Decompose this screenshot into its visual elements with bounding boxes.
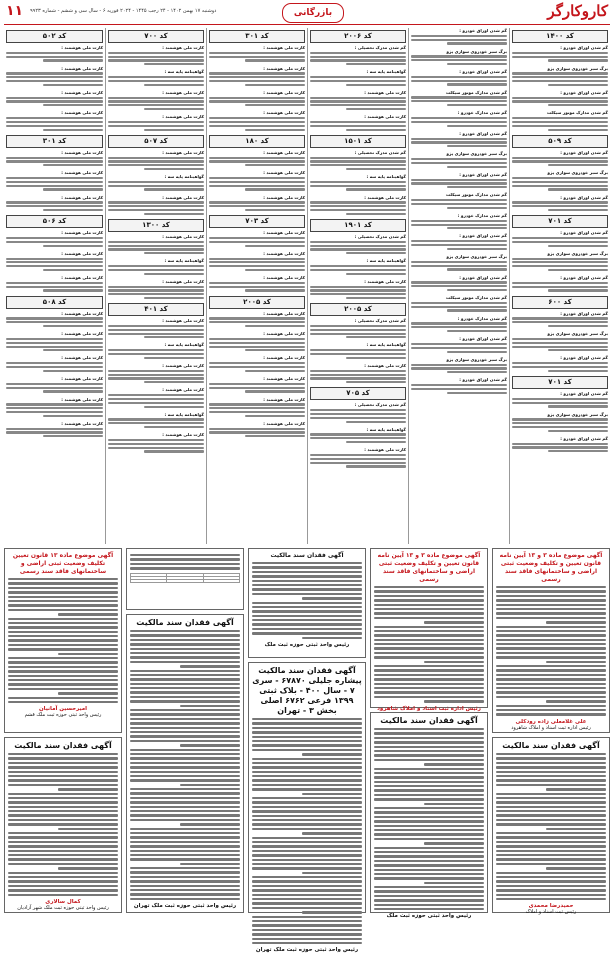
category-code: کد ۷۰۰ — [144, 32, 168, 40]
category-code: کد ۵۰۸ — [42, 297, 67, 306]
category-code: کد ۷۰۱ — [548, 217, 572, 226]
classified-entry — [6, 150, 103, 167]
category-code-box — [512, 135, 608, 148]
notice-a9 — [248, 662, 366, 953]
entry-title: کارت ملی هوشمند : — [61, 45, 103, 50]
entry-title: برگ سبز خودروی سواری پژو — [547, 411, 608, 417]
classified-entry — [411, 28, 507, 45]
entry-title: گم شدن اوراق خودرو : — [459, 274, 507, 280]
entry-title: کارت ملی هوشمند : — [364, 114, 406, 120]
entry-title: کارت ملی هوشمند : — [61, 355, 103, 361]
entry-title: کارت ملی هوشمند : — [61, 110, 103, 116]
entry-title: کارت ملی هوشمند : — [263, 45, 305, 50]
entry-title: گم شدن مدارک موتور سیکلت — [445, 295, 507, 301]
classified-entry — [108, 412, 204, 429]
notice-signature: کمال سالاری — [45, 898, 81, 905]
entry-title: گم شدن اوراق خودرو : — [560, 275, 608, 281]
notice-box-table — [126, 548, 244, 610]
classified-entry — [6, 421, 103, 438]
classified-entry — [108, 114, 204, 131]
entry-title: گم شدن اوراق خودرو : — [459, 28, 507, 33]
classified-entry — [209, 275, 305, 292]
notice-title: آگهی فقدان سند مالکیت — [380, 716, 478, 725]
classified-entry — [310, 150, 406, 170]
classified-entry — [411, 295, 507, 312]
classified-column — [105, 28, 206, 544]
newspaper-logo: کاروکارگر — [547, 2, 608, 20]
classified-entry — [512, 45, 608, 62]
entry-title: گم شدن مدرک تحصیلی : — [354, 45, 406, 50]
category-code-box — [108, 135, 204, 148]
classified-entry — [108, 45, 204, 65]
classified-entry — [108, 90, 204, 110]
entry-title: گم شدن اوراق خودرو : — [560, 355, 608, 361]
category-code-box — [512, 215, 608, 228]
entry-title: گم شدن اوراق خودرو : — [459, 130, 507, 136]
notice-signature-title: رئیس واحد ثبتی حوزه ثبت ملک قشم — [24, 712, 102, 719]
notice-title: آگهی فقدان سند مالکیت — [14, 741, 112, 750]
category-code: کد ۱۵۰۱ — [344, 136, 372, 145]
entry-title: کارت ملی هوشمند : — [61, 170, 103, 176]
entry-title: گواهینامه پایه سه : — [366, 258, 406, 264]
entry-title: کارت ملی هوشمند : — [61, 250, 103, 256]
entry-title: کارت ملی هوشمند : — [162, 45, 204, 50]
category-code-box — [6, 215, 103, 228]
entry-title: گواهینامه پایه سه : — [164, 342, 204, 348]
entry-title: کارت ملی هوشمند : — [263, 110, 305, 116]
classified-entry — [108, 234, 204, 254]
entry-title: کارت ملی هوشمند : — [162, 114, 204, 120]
notice-signature: رئیس واحد ثبتی حوزه ثبت ملک تهران — [255, 947, 359, 953]
entry-title: کارت ملی هوشمند : — [364, 278, 406, 284]
classified-entry — [310, 114, 406, 131]
entry-title: گم شدن مدرک تحصیلی : — [354, 233, 406, 239]
classified-entry — [209, 355, 305, 372]
classified-entry — [411, 357, 507, 374]
notice-title: آگهی موضوع ماده ۱۳ قانون تعیین تکلیف وضعیت ثبتی اراضی و ساختمانهای فاقد سند رسمی — [12, 552, 114, 575]
notice-signature-title: رئیس ثبت اسناد و املاک — [525, 909, 577, 916]
classified-entry — [411, 131, 507, 148]
classified-entry — [108, 387, 204, 407]
notice-a1 — [492, 548, 610, 733]
category-code: کد ۷۰۱ — [548, 378, 572, 387]
entry-title: کارت ملی هوشمند : — [61, 89, 103, 95]
entry-title: گم شدن اوراق خودرو : — [560, 435, 608, 441]
classified-entry — [512, 110, 608, 130]
category-code-box — [512, 296, 608, 309]
classified-entry — [6, 66, 103, 86]
notice-a5 — [370, 712, 488, 920]
entry-title: گواهینامه پایه سه : — [164, 69, 204, 75]
classified-entry — [512, 311, 608, 328]
classified-entry — [209, 66, 305, 86]
entry-title: کارت ملی هوشمند : — [162, 318, 204, 324]
classified-entry — [310, 45, 406, 65]
classified-entry — [209, 170, 305, 190]
classified-entry — [310, 402, 406, 422]
entry-title: برگ سبز خودروی سواری پژو — [547, 65, 608, 71]
entry-title: کارت ملی هوشمند : — [263, 149, 305, 155]
entry-title: کارت ملی هوشمند : — [61, 65, 103, 71]
classified-entry — [209, 230, 305, 247]
entry-title: گم شدن مدارک خودرو : — [457, 315, 507, 321]
classified-entry — [411, 213, 507, 230]
classified-entry — [108, 279, 204, 299]
category-code: کد ۵۰۲ — [42, 32, 67, 40]
entry-title: گم شدن مدارک خودرو : — [457, 212, 507, 218]
classified-entry — [411, 90, 507, 107]
entry-title: گم شدن مدارک موتور سیکلت — [445, 89, 507, 95]
entry-title: گم شدن مدرک تحصیلی : — [354, 149, 406, 155]
category-code: کد ۴۰۱ — [144, 305, 168, 314]
entry-title: کارت ملی هوشمند : — [61, 275, 103, 281]
category-code-box — [209, 135, 305, 148]
entry-title: کارت ملی هوشمند : — [61, 230, 103, 236]
category-code: کد ۷۰۳ — [245, 217, 269, 226]
entry-title: گم شدن اوراق خودرو : — [560, 194, 608, 200]
classified-entry — [310, 195, 406, 215]
entry-title: گم شدن مدارک خودرو : — [457, 110, 507, 116]
classified-entry — [6, 355, 103, 372]
classified-entry — [209, 331, 305, 351]
classified-entry — [209, 45, 305, 62]
notice-signature: حمیدرضا محمدی — [528, 903, 574, 910]
category-code-box — [310, 30, 406, 43]
notice-title: آگهی فقدان سند مالکیت پیشاره جلیلی ۶۷۸۷۰ - سری ۷ - سال ۴۰۰ - بلاک ثبتی ۱۳۹۹ فرعی ۶۷۶۲ اصلی بخش ۳ - تهران — [252, 666, 362, 715]
entry-title: کارت ملی هوشمند : — [263, 310, 305, 316]
category-code-box — [310, 219, 406, 232]
classified-entry — [108, 195, 204, 215]
entry-title: کارت ملی هوشمند : — [263, 420, 305, 426]
entry-title: کارت ملی هوشمند : — [61, 376, 103, 382]
classified-entry — [310, 363, 406, 383]
notice-table — [130, 573, 240, 583]
category-code: کد ۲۰۰۵ — [344, 305, 372, 314]
notice-title: آگهی فقدان سند مالکیت — [136, 618, 234, 627]
category-code: کد ۳۰۱ — [42, 136, 67, 145]
entry-title: کارت ملی هوشمند : — [263, 194, 305, 200]
notice-a7 — [4, 737, 122, 913]
classified-entry — [411, 49, 507, 66]
classified-entry — [411, 316, 507, 333]
classified-entry — [6, 311, 103, 328]
entry-title: کارت ملی هوشمند : — [61, 331, 103, 337]
entry-title: گم شدن اوراق خودرو : — [459, 69, 507, 75]
classified-entry — [512, 355, 608, 372]
classifieds-grid — [4, 28, 610, 544]
category-code-box — [6, 296, 103, 309]
classified-entry — [6, 376, 103, 393]
entry-title: برگ سبز خودروی سواری پژو — [446, 151, 507, 157]
entry-title: کارت ملی هوشمند : — [263, 355, 305, 361]
classified-entry — [209, 311, 305, 328]
entry-title: برگ سبز خودروی سواری پژو — [446, 254, 507, 260]
classified-entry — [411, 110, 507, 127]
category-code: کد ۵۰۷ — [144, 136, 168, 145]
entry-title: گواهینامه پایه سه : — [366, 174, 406, 180]
classified-entry — [512, 195, 608, 212]
entry-title: گم شدن اوراق خودرو : — [459, 171, 507, 177]
entry-title: کارت ملی هوشمند : — [364, 89, 406, 95]
notice-signature: علی غلامعلی زاده رودکلی — [515, 718, 587, 725]
classified-entry — [310, 174, 406, 191]
classified-entry — [411, 377, 507, 394]
entry-title: کارت ملی هوشمند : — [364, 447, 406, 453]
category-code-box — [512, 376, 608, 389]
entry-title: کارت ملی هوشمند : — [263, 250, 305, 256]
entry-title: برگ سبز خودروی سواری پژو — [547, 250, 608, 256]
classified-entry — [411, 254, 507, 271]
entry-title: گواهینامه پایه سه : — [164, 411, 204, 417]
classified-entry — [6, 45, 103, 62]
entry-title: برگ سبز خودروی سواری پژو — [446, 356, 507, 362]
classified-entry — [209, 397, 305, 417]
classified-entry — [310, 318, 406, 338]
entry-title: کارت ملی هوشمند : — [61, 420, 103, 426]
entry-title: کارت ملی هوشمند : — [263, 396, 305, 402]
entry-title: کارت ملی هوشمند : — [263, 89, 305, 95]
issue-date-line: دوشنبه ۱۷ بهمن ۱۴۰۲ - ۲۴ رجب ۱۴۴۵ - ۲۰۲۴ فوریه ۶ - سال سی و ششم - شماره ۹۹۲۳ — [30, 8, 217, 14]
entry-title: کارت ملی هوشمند : — [61, 149, 103, 155]
classified-entry — [310, 427, 406, 444]
classified-entry — [209, 421, 305, 438]
classified-entry — [512, 331, 608, 351]
category-code-box — [6, 135, 103, 148]
classified-entry — [209, 195, 305, 212]
classified-entry — [108, 318, 204, 338]
category-code-box — [108, 303, 204, 316]
classified-entry — [411, 172, 507, 189]
classified-entry — [512, 391, 608, 408]
entry-title: گواهینامه پایه سه : — [366, 69, 406, 75]
classified-entry — [6, 230, 103, 247]
entry-title: کارت ملی هوشمند : — [162, 233, 204, 239]
entry-title: گم شدن اوراق خودرو : — [560, 149, 608, 155]
entry-title: کارت ملی هوشمند : — [364, 363, 406, 369]
entry-title: برگ سبز خودروی سواری پژو — [446, 48, 507, 54]
classified-entry — [310, 447, 406, 467]
entry-title: گم شدن مدرک تحصیلی : — [354, 402, 406, 408]
classified-entry — [512, 66, 608, 86]
entry-title: گواهینامه پایه سه : — [164, 174, 204, 180]
entry-title: گم شدن اوراق خودرو : — [560, 310, 608, 316]
classified-entry — [209, 110, 305, 130]
classified-column — [206, 28, 307, 544]
classified-column — [509, 28, 610, 544]
category-code: کد ۱۹۰۱ — [344, 220, 372, 229]
entry-title: کارت ملی هوشمند : — [364, 194, 406, 200]
notice-signature: رئیس واحد ثبتی حوزه ثبت ملک تهران — [133, 903, 237, 910]
page-header — [4, 2, 610, 25]
classified-entry — [310, 90, 406, 110]
classified-entry — [108, 432, 204, 452]
classified-entry — [512, 251, 608, 271]
classified-entry — [209, 251, 305, 271]
category-code-box — [108, 219, 204, 232]
entry-title: کارت ملی هوشمند : — [263, 376, 305, 382]
entry-title: گم شدن اوراق خودرو : — [560, 230, 608, 236]
classified-entry — [6, 397, 103, 417]
entry-title: گم شدن اوراق خودرو : — [560, 45, 608, 50]
classified-entry — [209, 376, 305, 393]
entry-title: کارت ملی هوشمند : — [162, 149, 204, 155]
category-code: کد ۵۰۶ — [42, 217, 67, 226]
entry-title: کارت ملی هوشمند : — [162, 89, 204, 95]
entry-title: کارت ملی هوشمند : — [61, 310, 103, 316]
entry-title: گم شدن مدارک موتور سیکلت — [445, 192, 507, 198]
classified-entry — [209, 150, 305, 167]
entry-title: کارت ملی هوشمند : — [263, 275, 305, 281]
classified-entry — [411, 69, 507, 86]
classified-entry — [6, 331, 103, 351]
classified-entry — [512, 230, 608, 247]
classified-entry — [411, 192, 507, 209]
entry-title: کارت ملی هوشمند : — [263, 331, 305, 337]
category-code-box — [310, 387, 406, 400]
classified-column — [4, 28, 105, 544]
classified-entry — [310, 258, 406, 275]
notice-a4 — [492, 737, 610, 916]
entry-title: کارت ملی هوشمند : — [263, 170, 305, 176]
category-code: کد ۱۳۰۰ — [142, 220, 170, 229]
notice-signature-title: رئیس واحد ثبتی حوزه ثبت ملک شهر آزادیان — [17, 904, 109, 911]
classified-column — [408, 28, 509, 544]
category-code-box — [6, 30, 103, 43]
entry-title: گم شدن مدارک موتور سیکلت — [546, 110, 608, 116]
notice-signature-title: رئیس اداره ثبت اسناد و املاک شاهرود — [511, 724, 591, 731]
page-number: ۱۱ — [6, 3, 24, 19]
category-code: کد ۳۰۱ — [245, 32, 269, 40]
entry-title: کارت ملی هوشمند : — [162, 387, 204, 393]
notice-a6 — [4, 548, 122, 733]
entry-title: کارت ملی هوشمند : — [162, 278, 204, 284]
classified-entry — [310, 279, 406, 299]
classified-entry — [310, 69, 406, 86]
notice-signature: امیرحسین آمانیان — [38, 706, 88, 713]
classified-entry — [108, 363, 204, 383]
category-code: کد ۱۸۰ — [245, 136, 269, 145]
entry-title: کارت ملی هوشمند : — [263, 230, 305, 236]
classified-entry — [411, 233, 507, 250]
category-code-box — [310, 135, 406, 148]
entry-title: گم شدن اوراق خودرو : — [560, 89, 608, 95]
category-code-box — [512, 30, 608, 43]
entry-title: کارت ملی هوشمند : — [162, 194, 204, 200]
section-badge: بازرگانی — [282, 3, 344, 23]
entry-title: گم شدن اوراق خودرو : — [560, 391, 608, 397]
category-code-box — [310, 303, 406, 316]
category-code: کد ۱۴۰۰ — [546, 32, 574, 40]
classified-entry — [512, 150, 608, 167]
entry-title: گم شدن اوراق خودرو : — [459, 233, 507, 239]
classified-entry — [411, 151, 507, 168]
classified-entry — [512, 275, 608, 292]
classified-entry — [6, 90, 103, 107]
notice-title: آگهی فقدان سند مالکیت — [270, 552, 344, 559]
classified-entry — [6, 275, 103, 292]
notice-signature: رئیس واحد ثبتی حوزه ثبت ملک — [386, 913, 472, 920]
classified-entry — [6, 110, 103, 130]
entry-title: گواهینامه پایه سه : — [366, 426, 406, 432]
entry-title: گم شدن اوراق خودرو : — [459, 336, 507, 342]
entry-title: گواهینامه پایه سه : — [164, 258, 204, 264]
notice-a3 — [248, 548, 366, 658]
classified-entry — [108, 150, 204, 170]
category-code-box — [209, 215, 305, 228]
category-code-box — [209, 30, 305, 43]
notice-a2 — [370, 548, 488, 712]
classified-entry — [6, 195, 103, 212]
notice-signature: رئیس اداره ثبت اسناد و املاک شاهرود — [377, 705, 481, 712]
classified-entry — [512, 412, 608, 432]
classified-entry — [411, 275, 507, 292]
classified-entry — [6, 251, 103, 271]
category-code: کد ۵۰۹ — [548, 136, 572, 145]
entry-title: کارت ملی هوشمند : — [162, 363, 204, 369]
entry-title: کارت ملی هوشمند : — [263, 65, 305, 71]
category-code: کد ۲۰۰۶ — [344, 32, 372, 40]
classified-entry — [6, 170, 103, 190]
entry-title: برگ سبز خودروی سواری پژو — [547, 170, 608, 176]
classified-column — [307, 28, 408, 544]
category-code: کد ۶۰۰ — [548, 297, 572, 306]
entry-title: گواهینامه پایه سه : — [366, 342, 406, 348]
classified-entry — [108, 342, 204, 359]
notice-signature: رئیس واحد ثبتی حوزه ثبت ملک — [264, 642, 350, 649]
entry-title: برگ سبز خودروی سواری پژو — [547, 331, 608, 337]
classified-entry — [108, 258, 204, 275]
classified-entry — [512, 436, 608, 453]
classified-entry — [108, 69, 204, 86]
classified-entry — [411, 336, 507, 353]
classified-entry — [512, 170, 608, 190]
classified-entry — [209, 90, 305, 107]
entry-title: کارت ملی هوشمند : — [61, 194, 103, 200]
notice-title: آگهی موضوع ماده ۳ و ۱۳ آیین نامه قانون تعیین و تکلیف وضعیت ثبتی اراضی و ساختمانهای فاقد سند رسمی — [377, 552, 481, 583]
notice-title: آگهی موضوع ماده ۳ و ۱۳ آیین نامه قانون تعیین و تکلیف وضعیت ثبتی اراضی و ساختمانهای فاقد سند رسمی — [499, 552, 603, 583]
classified-entry — [310, 234, 406, 254]
category-code-box — [108, 30, 204, 43]
category-code: کد ۲۰۰۵ — [243, 297, 271, 306]
notice-a10 — [126, 614, 244, 913]
classified-entry — [310, 342, 406, 359]
category-code: کد ۷۰۵ — [346, 389, 370, 398]
entry-title: کارت ملی هوشمند : — [162, 432, 204, 438]
legal-notices-area — [4, 548, 610, 953]
category-code-box — [209, 296, 305, 309]
entry-title: گم شدن اوراق خودرو : — [459, 377, 507, 383]
classified-entry — [108, 174, 204, 191]
notice-title: آگهی فقدان سند مالکیت — [502, 741, 600, 750]
classified-entry — [512, 90, 608, 107]
entry-title: کارت ملی هوشمند : — [61, 396, 103, 402]
entry-title: گم شدن مدرک تحصیلی : — [354, 318, 406, 324]
